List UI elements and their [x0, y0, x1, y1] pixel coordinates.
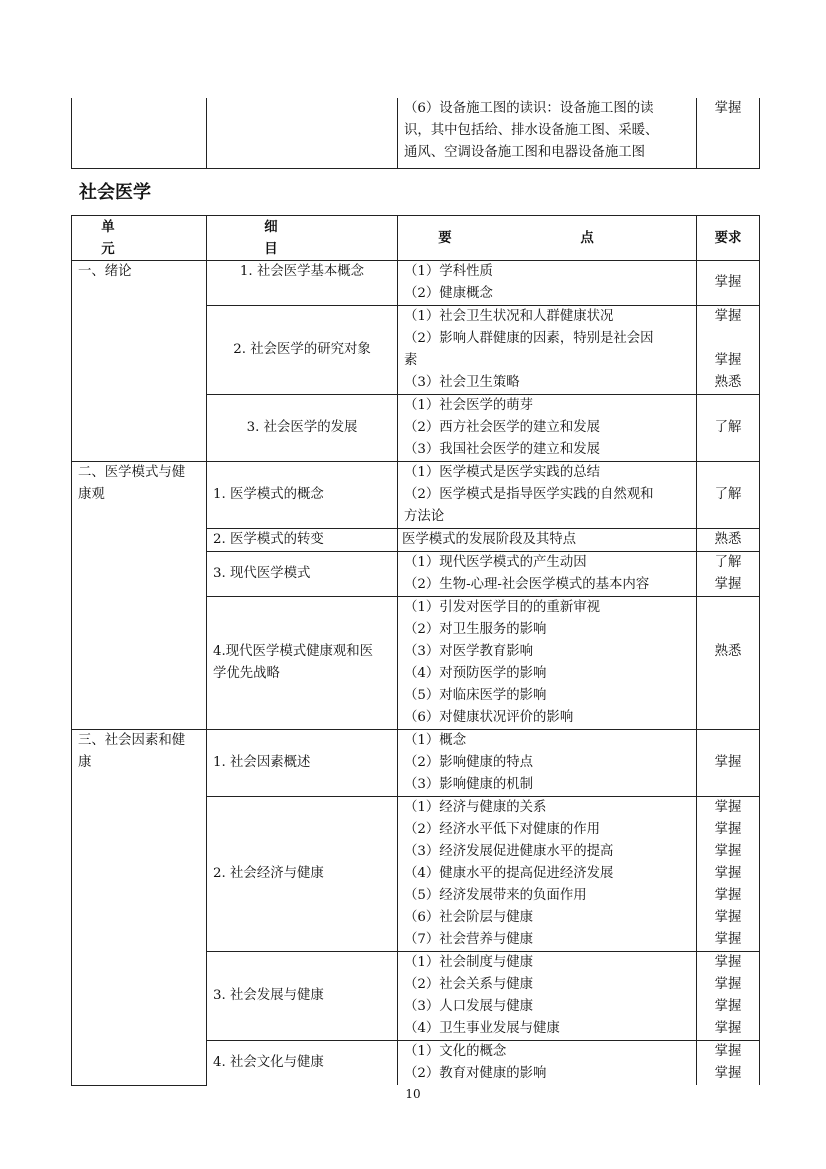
point-cell: [398, 1041, 697, 1086]
point-line: （4）卫生事业发展与健康: [404, 1021, 560, 1036]
header-unit: 单 元: [72, 216, 207, 261]
header-item: 细 目: [207, 216, 398, 261]
point-cell: [398, 952, 697, 1041]
requirement-cell: [697, 597, 760, 730]
point-line: 素: [404, 353, 418, 368]
requirement-text: 掌握: [714, 999, 742, 1014]
requirement-text: 掌握: [714, 844, 742, 859]
requirement-text: 掌握: [714, 101, 742, 116]
point-line: （2）经济水平低下对健康的作用: [404, 822, 600, 837]
unit-label: 二、医学模式与健: [78, 465, 186, 480]
point-line: （2）对卫生服务的影响: [404, 622, 547, 637]
point-line: （2）影响人群健康的因素，特别是社会因: [404, 331, 654, 346]
requirement-cell: [697, 261, 760, 306]
point-line: （1）社会制度与健康: [404, 955, 534, 970]
point-line: （3）影响健康的机制: [404, 777, 534, 792]
item-label: 学优先战略: [213, 666, 280, 681]
point-line: （2）生物-心理-社会医学模式的基本内容: [404, 577, 650, 592]
point-line: （5）对临床医学的影响: [404, 688, 547, 703]
requirement-text: 了解: [714, 420, 742, 435]
point-line: （1）经济与健康的关系: [404, 800, 547, 815]
requirement-text: 掌握: [714, 822, 742, 837]
table-cell-empty: [207, 98, 398, 169]
point-line: （6）对健康状况评价的影响: [404, 710, 574, 725]
header-requirement: 要求: [697, 216, 760, 261]
unit-label: 康观: [78, 487, 105, 502]
point-line: （5）经济发展带来的负面作用: [404, 888, 587, 903]
item-cell: [207, 552, 398, 597]
item-cell: [207, 462, 398, 529]
requirement-text: 掌握: [714, 866, 742, 881]
requirement-cell: [697, 797, 760, 952]
point-line: （4）对预防医学的影响: [404, 666, 547, 681]
point-line: （2）教育对健康的影响: [404, 1066, 547, 1081]
item-label: 3. 社会医学的发展: [246, 420, 358, 435]
point-line: （1）概念: [404, 733, 467, 748]
point-cell: [398, 797, 697, 952]
item-cell: [207, 261, 398, 306]
requirement-text: 掌握: [714, 910, 742, 925]
unit-cell: [72, 261, 207, 462]
requirement-text: 掌握: [714, 932, 742, 947]
syllabus-table: [71, 215, 760, 1086]
requirement-cell: [697, 552, 760, 597]
item-cell: [207, 395, 398, 462]
point-line: （1）引发对医学目的的重新审视: [404, 600, 600, 615]
unit-cell: [72, 730, 207, 1086]
item-label: 2. 医学模式的转变: [213, 532, 324, 547]
item-label: 2. 社会经济与健康: [213, 866, 324, 881]
requirement-text: 熟悉: [714, 644, 742, 659]
unit-label: 三、社会因素和健: [78, 733, 186, 748]
item-cell: [207, 306, 398, 395]
point-cell: [398, 552, 697, 597]
unit-label: 一、绪论: [78, 264, 132, 279]
point-line: 识，其中包括给、排水设备施工图、采暖、: [404, 123, 659, 138]
requirement-cell: [697, 529, 760, 552]
header-row: [72, 216, 760, 261]
item-cell: [207, 597, 398, 730]
point-line: （1）社会卫生状况和人群健康状况: [404, 309, 614, 324]
point-cell: [398, 395, 697, 462]
item-cell: [207, 797, 398, 952]
point-line: 方法论: [404, 509, 445, 524]
requirement-cell: [697, 730, 760, 797]
item-cell: [207, 730, 398, 797]
point-cell: [398, 306, 697, 395]
item-cell: [207, 529, 398, 552]
item-label: 3. 社会发展与健康: [213, 988, 324, 1003]
item-label: 1. 医学模式的概念: [213, 487, 324, 502]
continuation-table: [71, 98, 760, 169]
requirement-text: 掌握: [714, 353, 742, 368]
requirement-text: 熟悉: [714, 375, 742, 390]
point-line: （6）设备施工图的读识：设备施工图的读: [404, 101, 654, 116]
item-label: 3. 现代医学模式: [213, 566, 311, 581]
unit-label: 康: [78, 755, 92, 770]
point-cell: [398, 730, 697, 797]
requirement-text: 掌握: [714, 955, 742, 970]
item-cell: [207, 952, 398, 1041]
requirement-cell: [697, 395, 760, 462]
requirement-text: 掌握: [714, 275, 742, 290]
point-line: （1）现代医学模式的产生动因: [404, 555, 587, 570]
point-line: （1）学科性质: [404, 264, 493, 279]
point-line: （3）经济发展促进健康水平的提高: [404, 844, 614, 859]
requirement-cell: [697, 952, 760, 1041]
item-label: 2. 社会医学的研究对象: [233, 342, 371, 357]
requirement-text: [703, 328, 753, 350]
requirement-cell: [697, 462, 760, 529]
table-row: [72, 462, 760, 529]
requirement-text: 掌握: [714, 309, 742, 324]
requirement-text: 了解: [714, 555, 742, 570]
requirement-cell: [697, 98, 760, 169]
point-line: （1）医学模式是医学实践的总结: [404, 465, 600, 480]
point-line: （7）社会营养与健康: [404, 932, 534, 947]
point-cell: [398, 98, 697, 169]
point-line: （2）健康概念: [404, 286, 493, 301]
point-line: （6）社会阶层与健康: [404, 910, 534, 925]
table-row: [72, 730, 760, 797]
requirement-text: 掌握: [714, 1066, 742, 1081]
table-row: [72, 98, 760, 169]
requirement-cell: [697, 306, 760, 395]
point-line: 医学模式的发展阶段及其特点: [402, 532, 577, 547]
table-cell-empty: [72, 98, 207, 169]
item-label: 4.现代医学模式健康观和医: [213, 644, 374, 659]
point-cell: [398, 261, 697, 306]
item-label: 1. 社会医学基本概念: [239, 264, 365, 279]
point-line: 通风、空调设备施工图和电器设备施工图: [404, 145, 646, 160]
requirement-text: 了解: [714, 487, 742, 502]
point-line: （1）社会医学的萌芽: [404, 398, 534, 413]
requirement-text: 掌握: [714, 1044, 742, 1059]
point-line: （2）西方社会医学的建立和发展: [404, 420, 600, 435]
point-line: （3）我国社会医学的建立和发展: [404, 442, 600, 457]
point-line: （3）对医学教育影响: [404, 644, 534, 659]
table-row: [72, 261, 760, 306]
point-line: （2）影响健康的特点: [404, 755, 534, 770]
item-label: 4. 社会文化与健康: [213, 1055, 324, 1070]
requirement-text: 掌握: [714, 977, 742, 992]
requirement-text: 熟悉: [714, 532, 742, 547]
requirement-text: 掌握: [714, 800, 742, 815]
requirement-text: 掌握: [714, 577, 742, 592]
point-line: （2）医学模式是指导医学实践的自然观和: [404, 487, 654, 502]
header-point: 要 点: [398, 216, 697, 261]
unit-cell: [72, 462, 207, 730]
requirement-cell: [697, 1041, 760, 1086]
item-cell: [207, 1041, 398, 1086]
point-line: （4）健康水平的提高促进经济发展: [404, 866, 614, 881]
point-line: （3）社会卫生策略: [404, 375, 520, 390]
point-cell: [398, 462, 697, 529]
point-cell: [398, 529, 697, 552]
section-title: 社会医学: [79, 182, 151, 203]
requirement-text: 掌握: [714, 888, 742, 903]
point-cell: [398, 597, 697, 730]
point-line: （1）文化的概念: [404, 1044, 507, 1059]
requirement-text: 掌握: [714, 755, 742, 770]
point-line: （2）社会关系与健康: [404, 977, 534, 992]
requirement-text: 掌握: [714, 1021, 742, 1036]
page-number: 10: [405, 1087, 421, 1101]
point-line: （3）人口发展与健康: [404, 999, 534, 1014]
item-label: 1. 社会因素概述: [213, 755, 311, 770]
